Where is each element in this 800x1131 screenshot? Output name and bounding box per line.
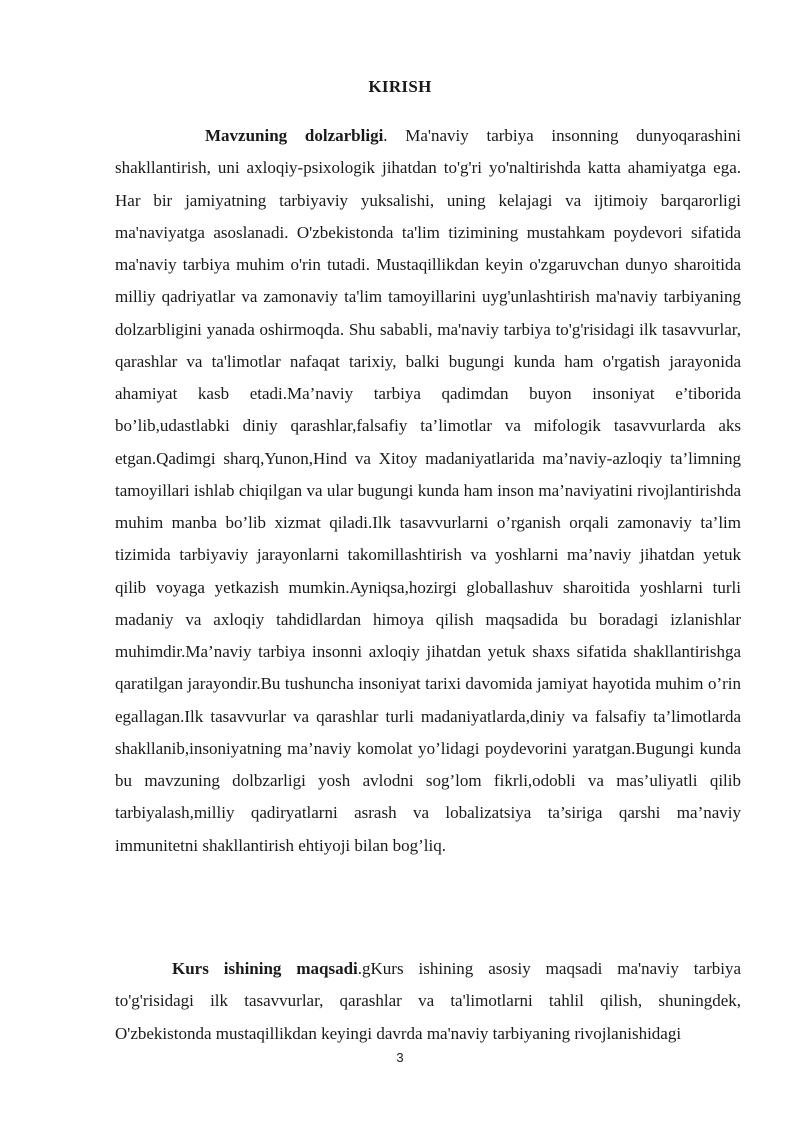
paragraph-body: . Ma'naviy tarbiya insonning dunyoqarashini shakllantirish, uni axloqiy-psixologik jihatdan to'g'ri yo'naltirishda katta ahamiyatga ega. Har bir jamiyatning tarbiyaviy yuksalishi, uning kelajagi va ijtimoiy barqarorligi ma'naviyatga asoslanadi. O'zbekistonda ta'lim tizimining mustahkam poydevori sifatida ma'naviy tarbiya muhim o'rin tutadi. Mustaqillikdan keyin o'zgaruvchan dunyo sharoitida milliy qadriyatlar va zamonaviy ta'lim tamoyillarini uyg'unlashtirish ma'naviy tarbiyaning dolzarbligini yanada oshirmoqda. Shu sababli, ma'naviy tarbiya to'g'risidagi ilk tasavvurlar, qarashlar va ta'limotlar nafaqat tarixiy, balki bugungi kunda ham o'rgatish jarayonida ahamiyat kasb etadi.Ma’naviy tarbiya qadimdan buyon insoniyat e’tiborida bo’lib,udastlabki diniy qarashlar,falsafiy ta’limotlar va mifologik tasavvurlarda aks etgan.Qadimgi sharq,Yunon,Hind va Xitoy madaniyatlarida ma’naviy-azloqiy ta’limning tamoyillari ishlab chiqilgan va ular bugungi kunda ham inson ma’naviyatini rivojlantirishda muhim manba bo’lib xizmat qiladi.Ilk tasavvurlarni o’rganish orqali zamonaviy ta’lim tizimida tarbiyaviy jarayonlarni takomillashtirish va yoshlarni ma’naviy jihatdan yetuk qilib voyaga yetkazish mumkin.Ayniqsa,hozirgi globallashuv sharoitida yoshlarni turli madaniy va axloqiy tahdidlardan himoya qilish maqsadida bu boradagi izlanishlar muhimdir.Ma’naviy tarbiya insonni axloqiy jihatdan yetuk shaxs sifatida shakllantirishga qaratilgan jarayondir.Bu tushuncha insoniyat tarixi davomida jamiyat hayotida muhim o’rin egallagan.Ilk tasavvurlar va qarashlar turli madaniyatlarda,diniy va falsafiy ta’limotlarda shakllanib,insoniyatning ma’naviy komolat yo’lidagi poydevorini yaratgan.Bugungi kunda bu mavzuning dolbzarligi yosh avlodni sog’lom fikrli,odobli va mas’uliyatli qilib tarbiyalash,milliy qadiryatlarni asrash va lobalizatsiya ta’siriga qarshi ma’naviy immunitetni shakllantirish ehtiyoji bilan bog’liq. [115, 126, 741, 855]
paragraph-body: .gKurs ishining asosiy maqsadi ma'naviy tarbiya to'g'risidagi ilk tasavvurlar, qarashlar va ta'limotlarni tahlil qilish, shuningdek, O'zbekistonda mustaqillikdan keyingi davrda ma'naviy tarbiyaning rivojlanishidagi [115, 959, 741, 1043]
page-number: 3 [396, 1050, 404, 1065]
paragraph-heading: Kurs ishining maqsadi [172, 959, 358, 978]
paragraph-heading: Mavzuning dolzarbligi [205, 126, 384, 145]
paragraph-goal [115, 953, 741, 1050]
section-title: KIRISH [368, 77, 432, 96]
paragraph-relevance [115, 120, 741, 862]
